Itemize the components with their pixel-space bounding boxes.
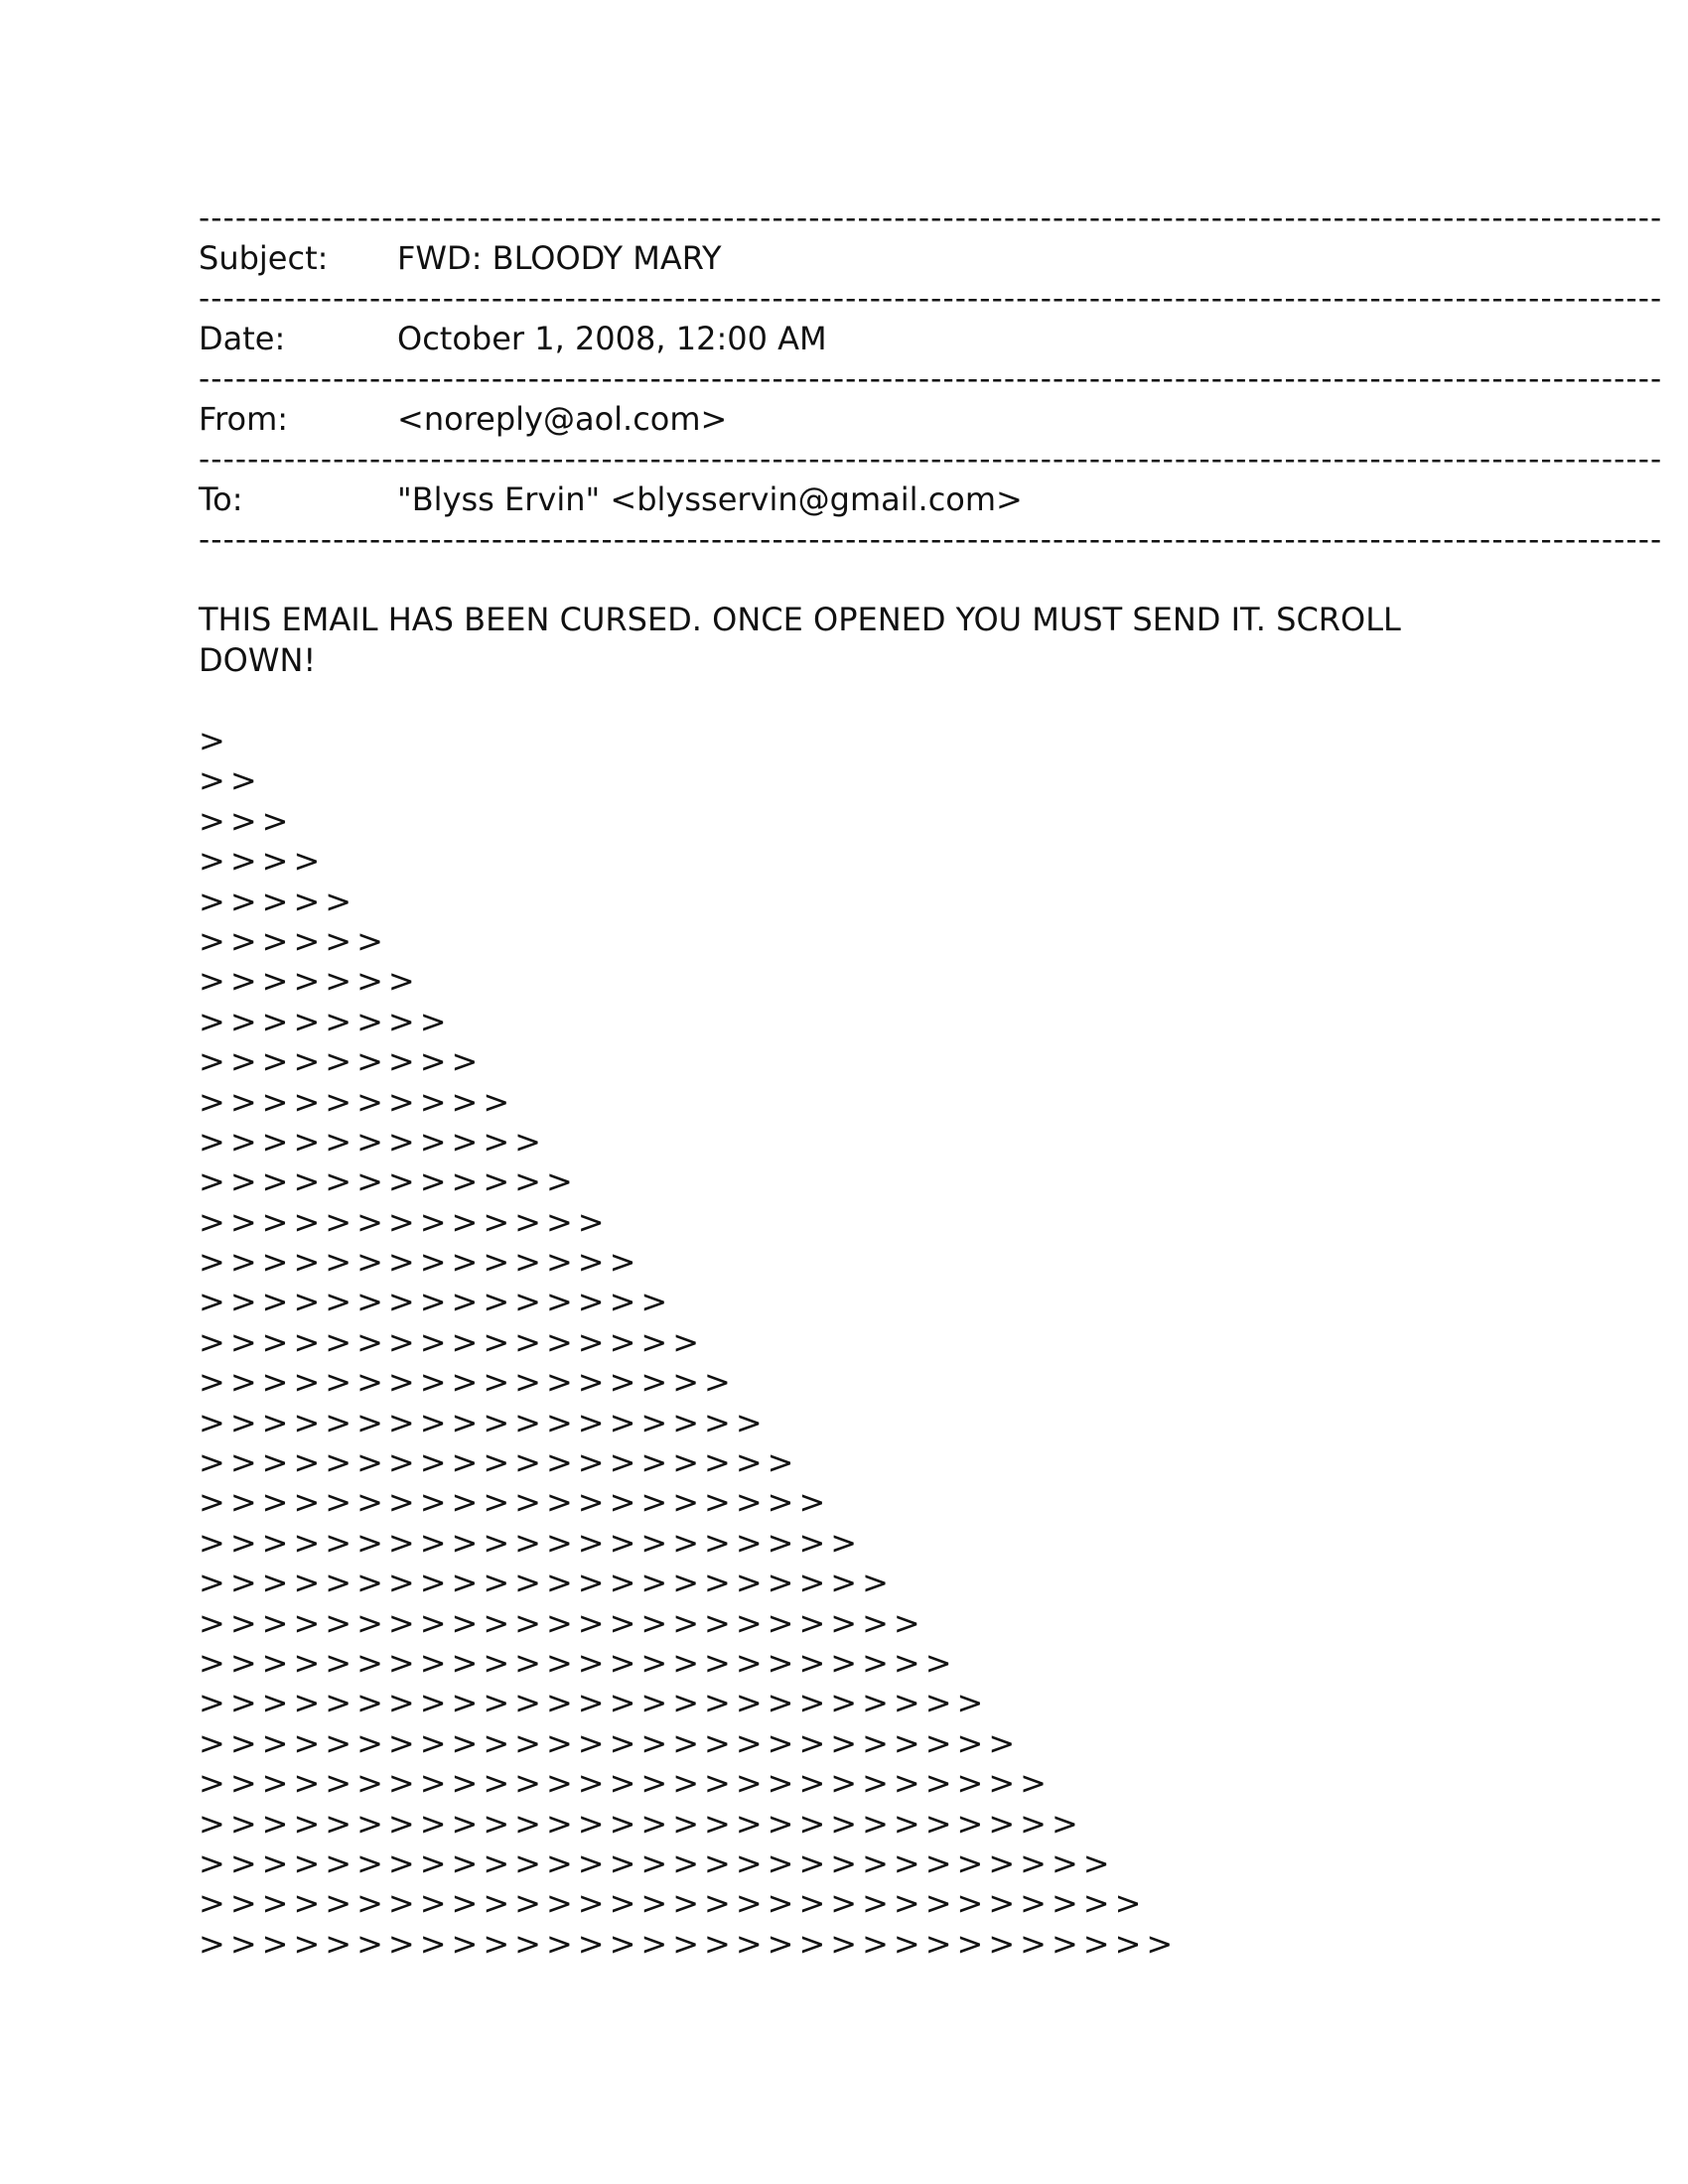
date-row <box>199 319 1489 359</box>
chevron-line: >>>>>>>>>>>>>>>>>>>>>>>>>>>>>> <box>199 1884 1147 1923</box>
chevron-line: >>>>>>>>>>>>>>> <box>199 1283 673 1321</box>
to-value: "Blyss Ervin" <blysservin@gmail.com> <box>397 480 1023 518</box>
chevron-line: >>>>>>>>>>>>>>>>>> <box>199 1403 768 1441</box>
divider-rule: ------------------------------------------------------------------------------------------------------------------------ <box>199 201 1663 236</box>
chevron-line: >>>>>> <box>199 921 388 960</box>
chevron-line: >>>> <box>199 842 326 881</box>
chevron-line: >>>>> <box>199 882 357 920</box>
divider-rule: ------------------------------------------------------------------------------------------------------------------------ <box>199 281 1663 317</box>
chevron-line: >>>>>>>>>>>>>>>>>>>>>>>> <box>199 1643 957 1682</box>
chevron-line: >>>>>>>>>>> <box>199 1122 546 1160</box>
date-label: Date: <box>199 320 286 357</box>
chevron-line: >>>>>>> <box>199 962 420 1001</box>
chevron-line: >>>>>>>>>>>>>>>>> <box>199 1363 736 1402</box>
to-row <box>199 479 1489 520</box>
from-label: From: <box>199 400 289 438</box>
subject-row <box>199 238 1489 279</box>
chevron-line: >>>>>>>>>>>>>>>>>>>>>>>>>> <box>199 1723 1021 1762</box>
date-value: October 1, 2008, 12:00 AM <box>397 320 827 357</box>
chevron-line: >>>>>>>>>>>>>>>>>>>> <box>199 1483 831 1522</box>
chevron-line: >>>>>>>>>> <box>199 1082 515 1121</box>
chevron-line: >>>>>>>>>>>>>>>>>>>>>>> <box>199 1603 925 1642</box>
email-body-message: THIS EMAIL HAS BEEN CURSED. ONCE OPENED YOU MUST SEND IT. SCROLL DOWN! <box>199 601 1401 679</box>
chevron-line: >>>>>>>>> <box>199 1042 484 1081</box>
chevron-line: >>>>>>>>>>>>>>>>>>>>>>>>>>>>> <box>199 1843 1115 1882</box>
chevron-line: >>>>>>>>>>>>>>>>>>>>> <box>199 1523 863 1562</box>
chevron-triangle <box>199 721 1489 1964</box>
divider-rule: ------------------------------------------------------------------------------------------------------------------------ <box>199 361 1663 397</box>
chevron-line: >>>>>>>> <box>199 1002 452 1040</box>
to-label: To: <box>199 480 243 518</box>
chevron-line: >>>>>>>>>>>>>>>>>>>>>>>>>>>> <box>199 1804 1083 1843</box>
subject-value: FWD: BLOODY MARY <box>397 239 722 277</box>
chevron-line: >>>>>>>>>>>>>>>> <box>199 1322 704 1361</box>
chevron-line: >>>>>>>>>>>> <box>199 1162 578 1201</box>
divider-rule: ------------------------------------------------------------------------------------------------------------------------ <box>199 442 1663 478</box>
chevron-line: >> <box>199 761 262 800</box>
from-row <box>199 399 1489 440</box>
chevron-line: > <box>199 722 230 759</box>
chevron-line: >>>>>>>>>>>>>>>>>>>>>>>>>>>>>>> <box>199 1924 1179 1963</box>
chevron-line: >>>>>>>>>>>>>>>>>>> <box>199 1443 799 1482</box>
chevron-line: >>>>>>>>>>>>>>>>>>>>>>>>>>> <box>199 1764 1052 1803</box>
chevron-line: >>>>>>>>>>>>> <box>199 1202 610 1241</box>
divider-rule: ------------------------------------------------------------------------------------------------------------------------ <box>199 522 1663 558</box>
chevron-line: >>>>>>>>>>>>>>>>>>>>>> <box>199 1564 894 1602</box>
subject-label: Subject: <box>199 239 329 277</box>
chevron-line: >>>>>>>>>>>>>>>>>>>>>>>>> <box>199 1684 989 1722</box>
chevron-line: >>> <box>199 801 294 840</box>
from-value: <noreply@aol.com> <box>397 400 728 438</box>
email-document <box>199 199 1663 1964</box>
chevron-line: >>>>>>>>>>>>>> <box>199 1243 641 1282</box>
